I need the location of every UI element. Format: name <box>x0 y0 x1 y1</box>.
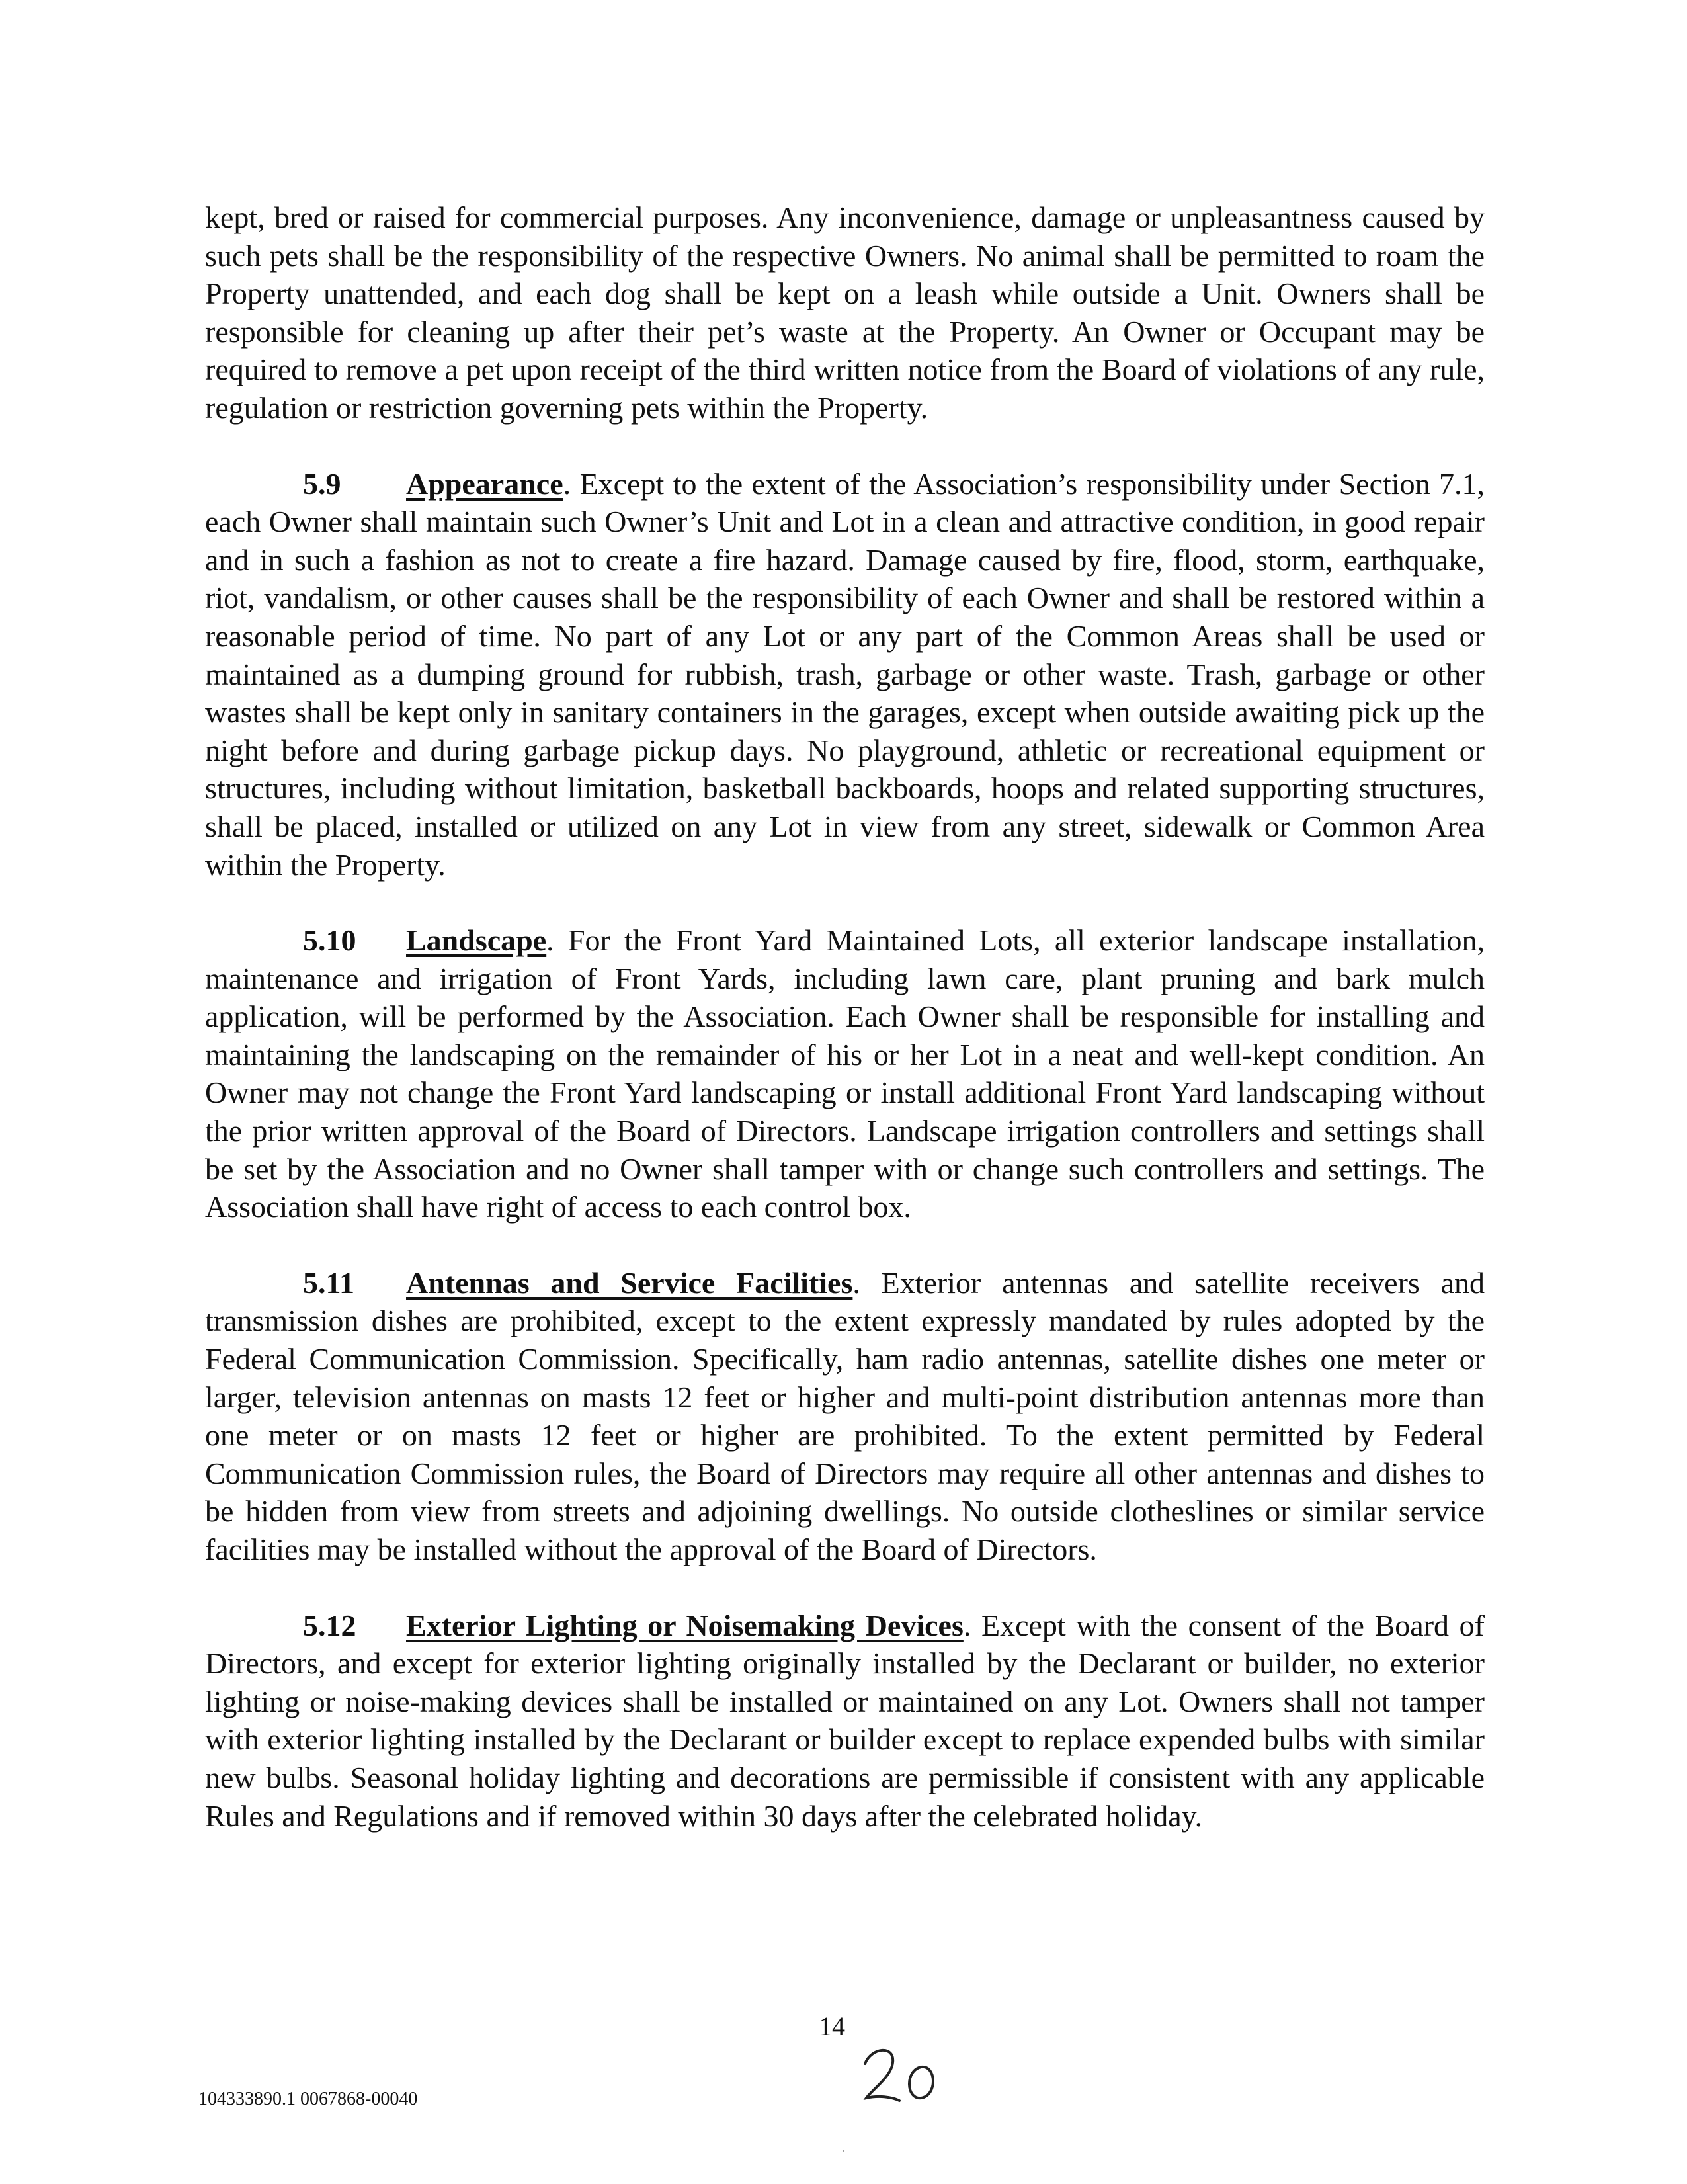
section-number: 5.12 <box>303 1608 356 1642</box>
page-number: 14 <box>819 2011 845 2041</box>
document-id: 104333890.1 0067868-00040 <box>198 2089 418 2109</box>
handwritten-page-number <box>858 2037 944 2110</box>
section-heading: Appearance <box>406 466 563 501</box>
section-5-10: 5.10 Landscape. For the Front Yard Maintained Lots, all exterior landscape installation, maintenance and irrigation of Front Yards, including lawn care, plant pruning and bark mulch application, will be performed by the Association. Each Owner shall be responsible for installing and maintaining the landscaping on the remainder of his or her Lot in a neat and well-kept condition. An Owner may not change the Front Yard landscaping or install additional Front Yard landscaping without the prior written approval of the Board of Directors. Landscape irrigation controllers and settings shall be set by the Association and no Owner shall tamper with or change such controllers and settings. The Association shall have right of access to each control box. <box>205 921 1485 1226</box>
section-5-11: 5.11 Antennas and Service Facilities. Exterior antennas and satellite receivers and transmission dishes are prohibited, except to the extent expressly mandated by rules adopted by the Federal Communication Commission. Specifically, ham radio antennas, satellite dishes one meter or larger, television antennas on masts 12 feet or higher and multi-point distribution antennas more than one meter or on masts 12 feet or higher are prohibited. To the extent permitted by Federal Communication Commission rules, the Board of Directors may require all other antennas and dishes to be hidden from view from streets and adjoining dwellings. No outside clotheslines or similar service facilities may be installed without the approval of the Board of Directors. <box>205 1264 1485 1569</box>
section-heading: Landscape <box>406 923 547 958</box>
section-number: 5.10 <box>303 923 356 958</box>
scan-speck <box>843 2150 844 2152</box>
section-text: For the Front Yard Maintained Lots, all exterior landscape installation, maintenance and irrigation of Front Yards, including lawn care, plant pruning and bark mulch application, will be performed by the Association. Each Owner shall be responsible for installing and maintaining the landscaping on the remainder of his or her Lot in a neat and well-kept condition. An Owner may not change the Front Yard landscaping or install additional Front Yard landscaping without the prior written approval of the Board of Directors. Landscape irrigation controllers and settings shall be set by the Association and no Owner shall tamper with or change such controllers and settings. The Association shall have right of access to each control box. <box>205 923 1485 1224</box>
section-5-12: 5.12 Exterior Lighting or Noisemaking Devices. Except with the consent of the Board of Directors, and except for exterior lighting originally installed by the Declarant or builder, no exterior lighting or noise-making devices shall be installed or maintained on any Lot. Owners shall not tamper with exterior lighting installed by the Declarant or builder except to replace expended bulbs with similar new bulbs. Seasonal holiday lighting and decorations are permissible if consistent with any applicable Rules and Regulations and if removed within 30 days after the celebrated holiday. <box>205 1607 1485 1835</box>
document-body <box>205 198 1485 1872</box>
section-5-9: 5.9 Appearance. Except to the extent of the Association’s responsibility under Section 7.1, each Owner shall maintain such Owner’s Unit and Lot in a clean and attractive condition, in good repair and in such a fashion as not to create a fire hazard. Damage caused by fire, flood, storm, earthquake, riot, vandalism, or other causes shall be the responsibility of each Owner and shall be restored within a reasonable period of time. No part of any Lot or any part of the Common Areas shall be used or maintained as a dumping ground for rubbish, trash, garbage or other waste. Trash, garbage or other wastes shall be kept only in sanitary containers in the garages, except when outside awaiting pick up the night before and during garbage pickup days. No playground, athletic or recreational equipment or structures, including without limitation, basketball backboards, hoops and related supporting structures, shall be placed, installed or utilized on any Lot in view from any street, sidewalk or Common Area within the Property. <box>205 465 1485 884</box>
section-number: 5.9 <box>303 466 341 501</box>
section-text: Except with the consent of the Board of Directors, and except for exterior lighting originally installed by the Declarant or builder, no exterior lighting or noise-making devices shall be installed or maintained on any Lot. Owners shall not tamper with exterior lighting installed by the Declarant or builder except to replace expended bulbs with similar new bulbs. Seasonal holiday lighting and decorations are permissible if consistent with any applicable Rules and Regulations and if removed within 30 days after the celebrated holiday. <box>205 1608 1485 1833</box>
section-text: Exterior antennas and satellite receivers and transmission dishes are prohibited, except to the extent expressly mandated by rules adopted by the Federal Communication Commission. Specifically, ham radio antennas, satellite dishes one meter or larger, television antennas on masts 12 feet or higher and multi-point distribution antennas more than one meter or on masts 12 feet or higher are prohibited. To the extent permitted by Federal Communication Commission rules, the Board of Directors may require all other antennas and dishes to be hidden from view from streets and adjoining dwellings. No outside clotheslines or similar service facilities may be installed without the approval of the Board of Directors. <box>205 1265 1485 1566</box>
intro-paragraph: kept, bred or raised for commercial purposes. Any inconvenience, damage or unpleasantness caused by such pets shall be the responsibility of the respective Owners. No animal shall be permitted to roam the Property unattended, and each dog shall be kept on a leash while outside a Unit. Owners shall be responsible for cleaning up after their pet’s waste at the Property. An Owner or Occupant may be required to remove a pet upon receipt of the third written notice from the Board of violations of any rule, regulation or restriction governing pets within the Property. <box>205 200 1485 425</box>
section-number: 5.11 <box>303 1265 354 1300</box>
section-heading: Exterior Lighting or Noisemaking Devices <box>406 1608 964 1642</box>
section-text: Except to the extent of the Association’s responsibility under Section 7.1, each Owner shall maintain such Owner’s Unit and Lot in a clean and attractive condition, in good repair and in such a fashion as not to create a fire hazard. Damage caused by fire, flood, storm, earthquake, riot, vandalism, or other causes shall be the responsibility of each Owner and shall be restored within a reasonable period of time. No part of any Lot or any part of the Common Areas shall be used or maintained as a dumping ground for rubbish, trash, garbage or other waste. Trash, garbage or other wastes shall be kept only in sanitary containers in the garages, except when outside awaiting pick up the night before and during garbage pickup days. No playground, athletic or recreational equipment or structures, including without limitation, basketball backboards, hoops and related supporting structures, shall be placed, installed or utilized on any Lot in view from any street, sidewalk or Common Area within the Property. <box>205 466 1485 882</box>
section-heading: Antennas and Service Facilities <box>406 1265 853 1300</box>
